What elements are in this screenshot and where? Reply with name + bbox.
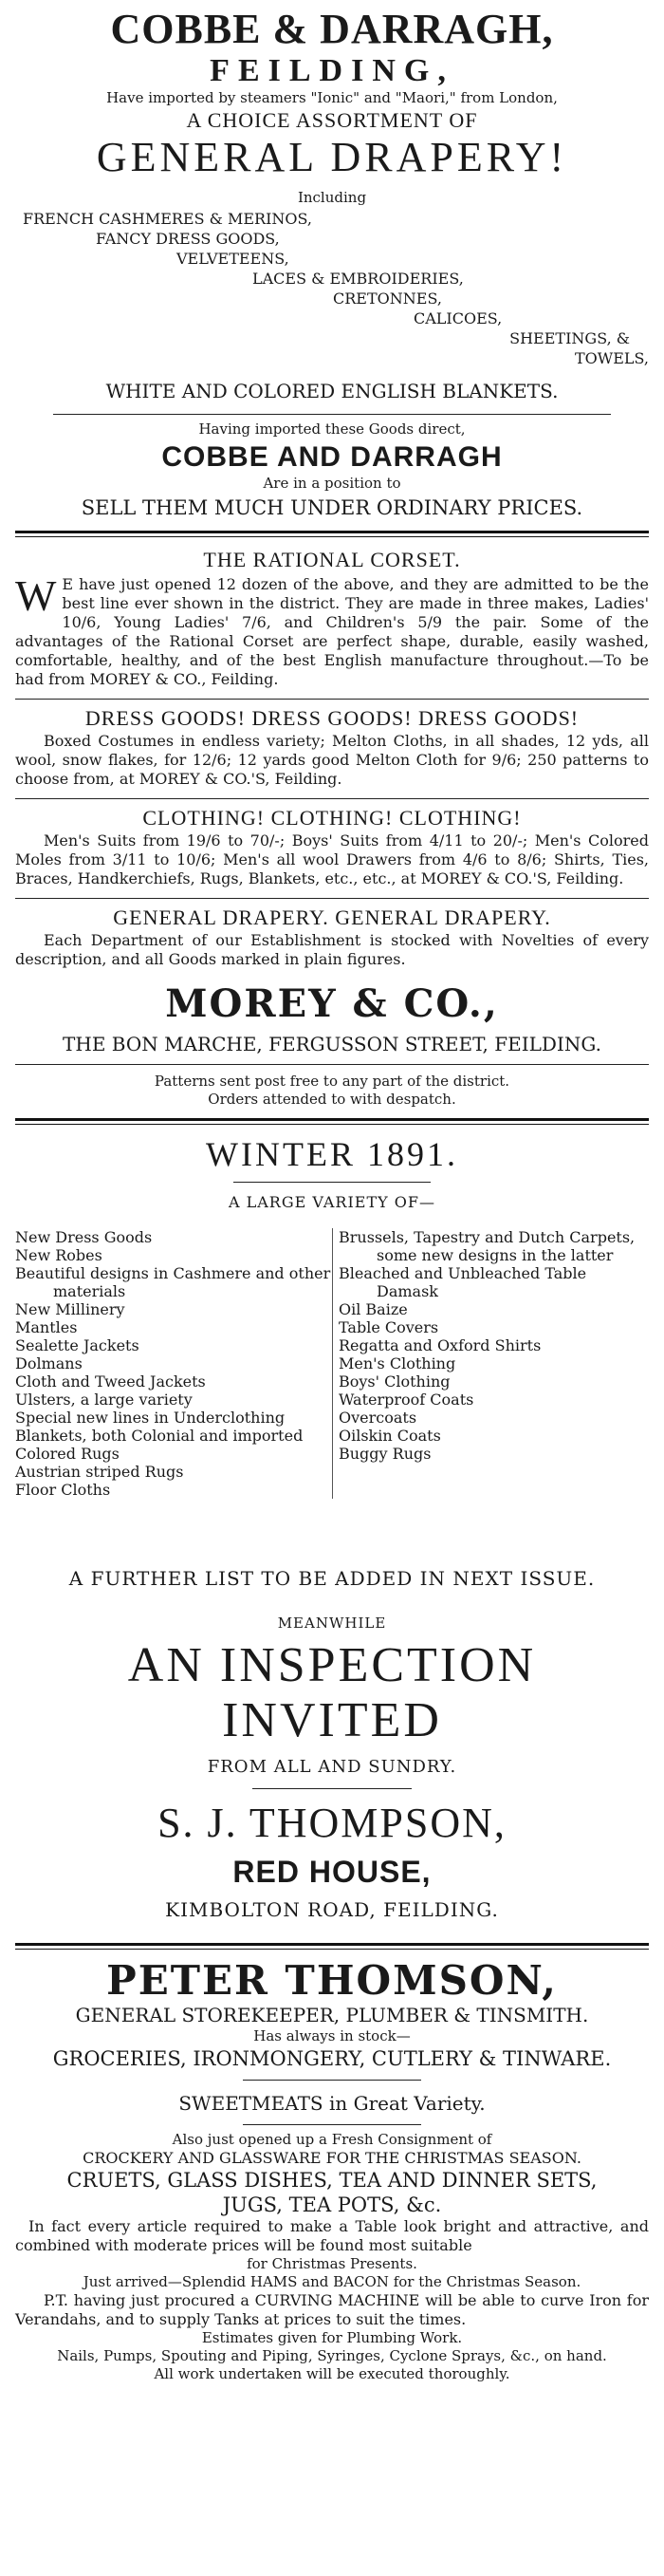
divider — [233, 1182, 431, 1183]
peter-work: All work undertaken will be executed thoroughly. — [154, 2365, 510, 2382]
variety-label: A LARGE VARIETY OF— — [228, 1193, 436, 1211]
stock-item: Waterproof Coats — [338, 1391, 474, 1409]
stock-item: Ulsters, a large variety — [15, 1391, 193, 1409]
peter-thomson-advert — [15, 1959, 649, 2383]
stock-item: Overcoats — [338, 1409, 417, 1427]
thompson-house: RED HOUSE, — [232, 1855, 432, 1889]
stock-columns — [15, 1228, 649, 1499]
morey-advert — [15, 547, 649, 1109]
cobbe-including: Including — [297, 189, 367, 206]
peter-cruets: CRUETS, GLASS DISHES, TEA AND DINNER SETS, — [66, 2169, 598, 2192]
stock-item: Special new lines in Underclothing — [15, 1409, 286, 1427]
morey-name: MOREY & CO., — [165, 981, 499, 1026]
cobbe-town: FEILDING, — [210, 53, 454, 88]
peter-nails: Nails, Pumps, Spouting and Piping, Syringes, Cyclone Sprays, &c., on hand. — [57, 2347, 607, 2364]
clothing-title: CLOTHING! CLOTHING! CLOTHING! — [142, 806, 522, 830]
divider — [15, 699, 649, 700]
general-drapery-body: Each Department of our Establishment is stocked with Novelties of every description, and all Goods marked in plain figures. — [15, 931, 649, 968]
further-list: A FURTHER LIST TO BE ADDED IN NEXT ISSUE. — [68, 1567, 596, 1590]
divider — [15, 798, 649, 799]
peter-has: Has always in stock— — [253, 2027, 411, 2044]
divider — [53, 414, 611, 415]
peter-trade: GENERAL STOREKEEPER, PLUMBER & TINSMITH. — [75, 2004, 589, 2026]
divider — [252, 1788, 412, 1789]
dress-title: DRESS GOODS! DRESS GOODS! DRESS GOODS! — [84, 706, 580, 730]
cobbe-imported: Have imported by steamers "Ionic" and "Maori," from London, — [106, 89, 558, 106]
meanwhile: MEANWHILE — [277, 1615, 387, 1632]
thompson-advert — [15, 1134, 649, 1922]
peter-jugs: JUGS, TEA POTS, &c. — [222, 2193, 442, 2216]
thompson-name: S. J. THOMPSON, — [157, 1800, 507, 1846]
cobbe-title: COBBE & DARRAGH, — [110, 6, 554, 52]
cobbe-item: CALICOES, — [414, 309, 503, 327]
stock-item: Floor Cloths — [15, 1481, 111, 1499]
stock-item: Bleached and Unbleached Table Damask — [338, 1264, 587, 1300]
peter-name: PETER THOMSON, — [106, 1957, 558, 2004]
divider — [15, 1064, 649, 1065]
morey-address: THE BON MARCHE, FERGUSSON STREET, FEILDING. — [63, 1033, 601, 1055]
stock-item: Austrian striped Rugs — [15, 1463, 184, 1481]
drop-cap: W — [15, 571, 57, 620]
cobbe-position: Are in a position to — [263, 475, 401, 492]
divider — [243, 2124, 421, 2125]
general-drapery-title: GENERAL DRAPERY. GENERAL DRAPERY. — [113, 905, 551, 929]
section-rule — [15, 1943, 649, 1950]
stock-column-left — [15, 1228, 332, 1499]
cobbe-choice: A CHOICE ASSORTMENT OF — [186, 108, 478, 132]
stock-item: Buggy Rugs — [338, 1445, 432, 1463]
section-rule — [15, 531, 649, 537]
section-rule — [15, 1118, 649, 1125]
stock-item: Colored Rugs — [15, 1445, 120, 1463]
peter-machine: P.T. having just procured a CURVING MACHINE will be able to curve Iron for Verandahs, and to supply Tanks at prices to suit the times. — [15, 2291, 649, 2328]
from-all: FROM ALL AND SUNDRY. — [207, 1757, 457, 1777]
peter-estimates: Estimates given for Plumbing Work. — [201, 2329, 463, 2346]
stock-item: Beautiful designs in Cashmere and other materials — [15, 1264, 331, 1300]
cobbe-goods-list — [15, 209, 649, 368]
stock-item: New Millinery — [15, 1300, 125, 1318]
cobbe-item: SHEETINGS, & — [509, 329, 630, 347]
stock-item: Cloth and Tweed Jackets — [15, 1372, 206, 1391]
divider — [15, 898, 649, 899]
stock-item: Regatta and Oxford Shirts — [338, 1336, 542, 1354]
newspaper-page — [8, 0, 656, 2383]
stock-item: Mantles — [15, 1318, 78, 1336]
divider — [243, 2080, 421, 2081]
cobbe-item: VELVETEENS, — [176, 250, 289, 268]
corset-paragraph — [15, 571, 649, 689]
peter-sweets: SWEETMEATS in Great Variety. — [178, 2092, 486, 2115]
cobbe-item: CRETONNES, — [333, 289, 442, 308]
stock-item: Table Covers — [338, 1318, 439, 1336]
cobbe-item: FANCY DRESS GOODS, — [96, 230, 280, 248]
stock-item: Men's Clothing — [338, 1354, 456, 1372]
peter-also: Also just opened up a Fresh Consignment of — [172, 2131, 492, 2148]
peter-presents: for Christmas Presents. — [247, 2255, 417, 2272]
stock-item: Blankets, both Colonial and imported — [15, 1427, 304, 1445]
stock-item: New Robes — [15, 1246, 102, 1264]
stock-item: Boys' Clothing — [338, 1372, 451, 1391]
morey-orders: Orders attended to with despatch. — [208, 1091, 456, 1108]
thompson-road: KIMBOLTON ROAD, FEILDING. — [165, 1898, 499, 1921]
cobbe-item: LACES & EMBROIDERIES, — [252, 270, 464, 288]
inspection-headline: AN INSPECTION INVITED — [127, 1638, 537, 1747]
cobbe-blankets: WHITE AND COLORED ENGLISH BLANKETS. — [105, 380, 559, 402]
winter-title: WINTER 1891. — [206, 1135, 458, 1173]
cobbe-drapery-headline: GENERAL DRAPERY! — [96, 134, 568, 180]
stock-item: Oil Baize — [338, 1300, 408, 1318]
cobbe-darragh-advert — [15, 6, 649, 521]
stock-item: Dolmans — [15, 1354, 83, 1372]
stock-item: New Dress Goods — [15, 1228, 153, 1246]
peter-arrived: Just arrived—Splendid HAMS and BACON for the Christmas Season. — [83, 2273, 581, 2290]
peter-crockery: CROCKERY AND GLASSWARE FOR THE CHRISTMAS SEASON. — [83, 2149, 581, 2167]
peter-goods: GROCERIES, IRONMONGERY, CUTLERY & TINWARE. — [52, 2047, 612, 2070]
stock-item: Oilskin Coats — [338, 1427, 441, 1445]
peter-fact: In fact every article required to make a Table look bright and attractive, and combined with moderate prices will be found most suitable — [15, 2217, 649, 2254]
corset-first-lines: E have just opened 12 dozen of the above, and they are admitted to be the best line ever shown in the district. They are made in three — [62, 575, 649, 612]
stock-column-right — [332, 1228, 649, 1499]
cobbe-sell: SELL THEM MUCH UNDER ORDINARY PRICES. — [81, 496, 583, 519]
stock-item: Sealette Jackets — [15, 1336, 139, 1354]
morey-patterns: Patterns sent post free to any part of the district. — [154, 1073, 510, 1090]
cobbe-having: Having imported these Goods direct, — [198, 420, 466, 438]
dress-body: Boxed Costumes in endless variety; Melton Cloths, in all shades, 12 yds, all wool, snow flakes, for 12/6; 12 yards good Melton Cloth for 9/6; 250 patterns to choose from, at MOREY & CO.'S, Feilding. — [15, 732, 649, 788]
cobbe-item: FRENCH CASHMERES & MERINOS, — [23, 210, 313, 228]
cobbe-item: TOWELS, — [574, 349, 649, 367]
cobbe-name-repeat: COBBE AND DARRAGH — [161, 441, 503, 473]
stock-item: Brussels, Tapestry and Dutch Carpets, some new designs in the latter — [338, 1228, 636, 1264]
clothing-body: Men's Suits from 19/6 to 70/-; Boys' Suits from 4/11 to 20/-; Men's Colored Moles from 3/11 to 10/6; Men's all wool Drawers from 4/6 to 8/6; Shirts, Ties, Braces, Handkerchiefs, Rugs, Blankets, etc., etc., at MOREY & CO.'S, Feilding. — [15, 831, 649, 887]
corset-title: THE RATIONAL CORSET. — [203, 548, 461, 571]
corset-rest: makes, Ladies' 10/6, Young Ladies' 7/6, and Children's 5/9 the pair. Some of the advantages of the Rational Corset are perfect shape, durable, easily washed, comfortable, healthy, and of the best English manufacture throughout.—To be had from MOREY & CO., Feilding. — [15, 594, 649, 688]
